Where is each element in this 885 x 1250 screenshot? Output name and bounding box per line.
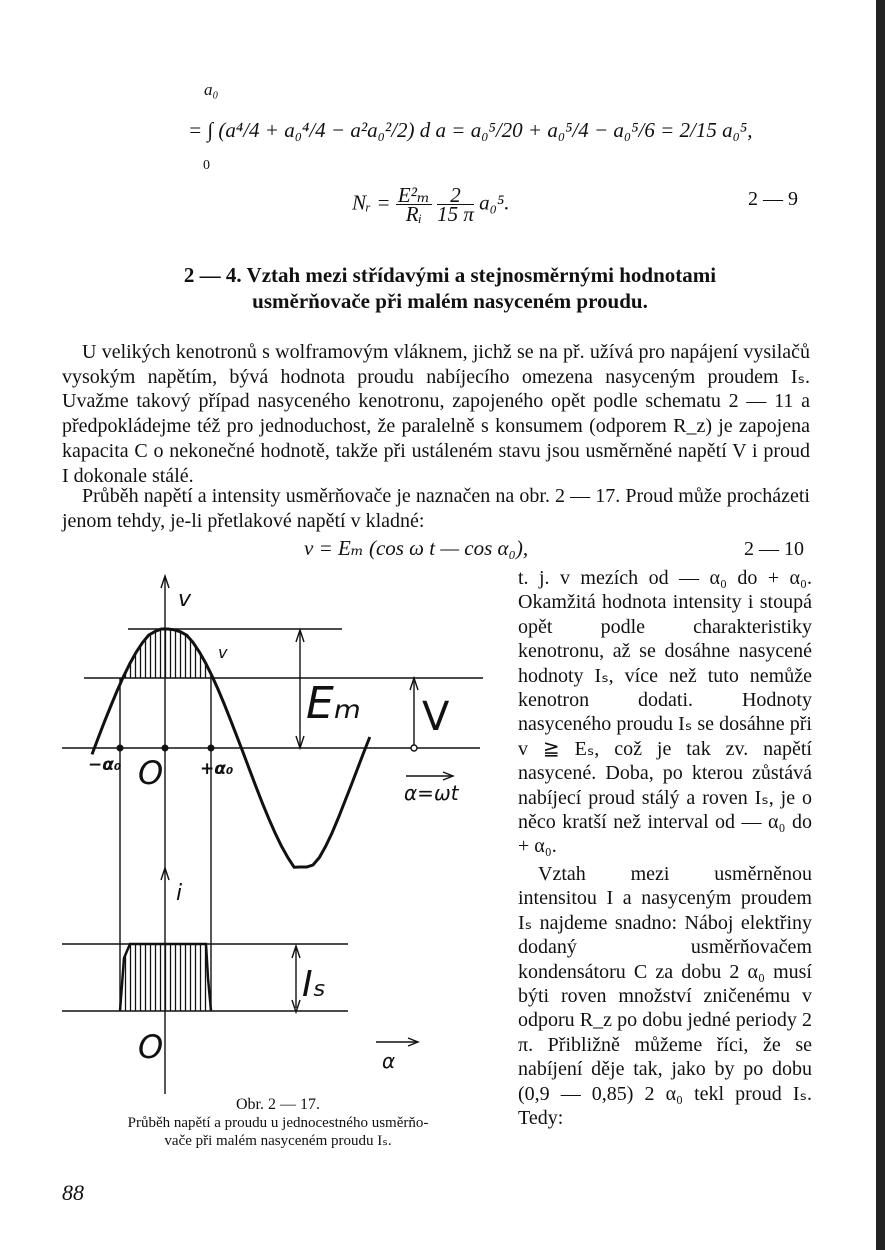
equation-nr-frac2-denominator: 15 π (437, 202, 474, 226)
integral-lower-limit: 0 (203, 158, 210, 173)
figure-caption (62, 1096, 494, 1150)
equation-nr-tail: a₀⁵. (479, 190, 510, 215)
equation-nr-fraction1 (396, 183, 432, 226)
equation-nr-frac2-numerator: 2 (437, 186, 474, 205)
page-edge-shadow (876, 0, 885, 1250)
equation-number-2-10: 2 — 10 (744, 538, 804, 560)
figure-caption-title: Obr. 2 — 17. (236, 1096, 320, 1113)
equation-integral: = ∫ (a⁴/4 + a₀⁴/4 − a²a₀²/2) d a = a₀⁵/20 + a₀⁵/4 − a₀⁵/6 = 2/15 a₀⁵, (188, 118, 753, 142)
equation-nr-fraction2 (437, 183, 474, 226)
section-heading (90, 262, 810, 314)
equation-nr (352, 183, 510, 226)
label-V: V (422, 694, 450, 740)
figure-caption-line1: Průběh napětí a proudu u jednocestného usměrňo- (127, 1115, 429, 1131)
label-v-curve: v (218, 643, 228, 662)
label-origin-top: O (138, 754, 164, 792)
figure-caption-line2: vače při malém nasyceném proudu Iₛ. (164, 1133, 392, 1149)
label-v-axis: v (178, 587, 192, 612)
section-heading-line2: usměrňovače při malém nasyceném proudu. (252, 289, 648, 313)
conduction-hatch-bottom (120, 944, 211, 1011)
conduction-hatch-top (120, 629, 211, 678)
column-paragraph-2: Vztah mezi usměrněnou intensitou I a nasyceným proudem Iₛ najdeme snadno: Náboj elektřiny dodaný usměrňovačem kondensátoru C za dobu 2 α₀ musí býti roven množství zničenému v odporu R_z po dobu jedné periody 2 π. Přibližně můžeme říci, že se nabíjení děje tak, jako by po dobu (0,9 — 0,85) 2 α₀ tekl proud Iₛ. Tedy: (518, 863, 812, 1130)
equation-number-2-9: 2 — 9 (748, 188, 798, 210)
label-em: Eₘ (306, 678, 362, 729)
page-number: 88 (62, 1180, 84, 1205)
equation-v: v = Eₘ (cos ω t — cos α₀), (304, 536, 529, 560)
paragraph-2: Průběh napětí a intensity usměrňovače je naznačen na obr. 2 — 17. Proud může procházeti jenom tehdy, je-li přetlakové napětí v kladné: (62, 485, 810, 532)
integral-upper-limit: a₀ (204, 80, 219, 99)
label-i-axis: i (176, 881, 183, 906)
label-alpha-bottom: α (382, 1049, 396, 1073)
section-heading-line1: 2 — 4. Vztah mezi střídavými a stejnosměrnými hodnotami (183, 263, 717, 287)
label-origin-bottom: O (138, 1028, 164, 1066)
label-plus-alpha0: +α₀ (200, 759, 234, 779)
column-paragraph-1: t. j. v mezích od — α₀ do + α₀. Okamžitá hodnota intensity i stoupá opět podle charakteristiky kenotronu, až se dosáhne nasycené hodnoty Iₛ, více než tuto nemůže kenotron dodati. Hodnoty nasyceného proudu Iₛ se dosáhne při v ≧ Eₛ, což je tak zv. napětí nasycené. Doba, po kterou zůstává nabíjecí proud stálý a roven Iₛ, je o něco kratší než interval od — α₀ do + α₀. (518, 567, 812, 858)
equation-nr-lhs: Nᵣ = (352, 190, 391, 215)
label-Is: Iₛ (302, 964, 327, 1005)
figure-rectifier-waveforms (58, 568, 498, 1094)
equation-nr-frac1-denominator: Rᵢ (405, 202, 422, 226)
label-alpha-omega-t: α=ωt (404, 781, 459, 805)
label-minus-alpha0: −α₀ (88, 755, 122, 775)
paragraph-1: U velikých kenotronů s wolframovým vláknem, jichž se na př. užívá pro napájení vysilačů vysokým napětím, bývá hodnota proudu nabíjecího omezena nasyceným proudem Iₛ. Uvažme takový případ nasyceného kenotronu, zapojeného opět podle schematu 2 — 11 a předpokládejme též pro jednoduchost, že paralelně s konsumem (odporem R_z) je zapojena kapacita C o nekonečné hodnotě, takže při ustáleném stavu jsou usměrněné napětí V i proud I dokonale stálé. (62, 341, 810, 487)
equation-nr-frac1-numerator: E²ₘ (397, 183, 430, 207)
